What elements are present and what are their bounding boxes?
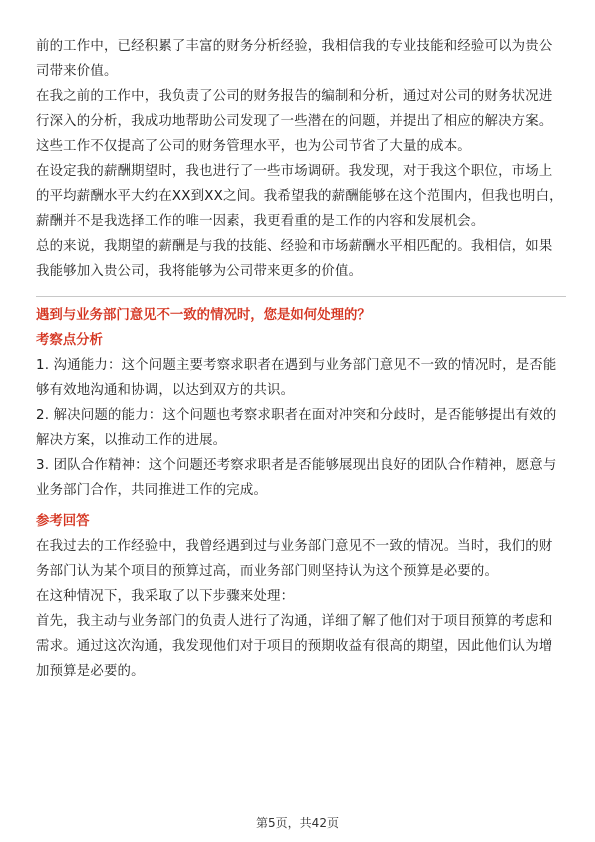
- answer-heading: 参考回答: [36, 514, 90, 529]
- answer-paragraph: 首先，我主动与业务部门的负责人进行了沟通，详细了解了他们对于项目预算的考虑和需求。通过这次沟通，我发现他们对于项目的预期收益有很高的期望，因此他们认为增加预算是必要的。: [36, 614, 553, 679]
- analysis-heading: 考察点分析: [36, 333, 103, 348]
- section-divider: [36, 296, 566, 297]
- analysis-item: 1. 沟通能力：这个问题主要考察求职者在遇到与业务部门意见不一致的情况时，是否能够有效地沟通和协调，以达到双方的共识。: [36, 358, 557, 398]
- analysis-item: 3. 团队合作精神：这个问题还考察求职者是否能够展现出良好的团队合作精神，愿意与业务部门合作，共同推进工作的完成。: [36, 458, 557, 498]
- body-paragraph: 在设定我的薪酬期望时，我也进行了一些市场调研。我发现，对于我这个职位，市场上的平均薪酬水平大约在XX到XX之间。我希望我的薪酬能够在这个范围内，但我也明白，薪酬并不是我选择工作的唯一因素，我更看重的是工作的内容和发展机会。: [36, 164, 563, 229]
- body-paragraph: 在我之前的工作中，我负责了公司的财务报告的编制和分析，通过对公司的财务状况进行深入的分析，我成功地帮助公司发现了一些潜在的问题，并提出了相应的解决方案。这些工作不仅提高了公司的财务管理水平，也为公司节省了大量的成本。: [36, 89, 553, 154]
- page-number: 第5页，共42页: [256, 816, 339, 830]
- page-content: [36, 34, 566, 684]
- question-title: 遇到与业务部门意见不一致的情况时，您是如何处理的？: [36, 308, 371, 323]
- body-paragraph: 总的来说，我期望的薪酬是与我的技能、经验和市场薪酬水平相匹配的。我相信，如果我能够加入贵公司，我将能够为公司带来更多的价值。: [36, 239, 553, 279]
- answer-paragraph: 在这种情况下，我采取了以下步骤来处理：: [36, 589, 295, 604]
- answer-paragraph: 在我过去的工作经验中，我曾经遇到过与业务部门意见不一致的情况。当时，我们的财务部门认为某个项目的预算过高，而业务部门则坚持认为这个预算是必要的。: [36, 539, 553, 579]
- body-paragraph: 前的工作中，已经积累了丰富的财务分析经验，我相信我的专业技能和经验可以为贵公司带来价值。: [36, 39, 553, 79]
- analysis-item: 2. 解决问题的能力：这个问题也考察求职者在面对冲突和分歧时，是否能够提出有效的解决方案，以推动工作的进展。: [36, 408, 557, 448]
